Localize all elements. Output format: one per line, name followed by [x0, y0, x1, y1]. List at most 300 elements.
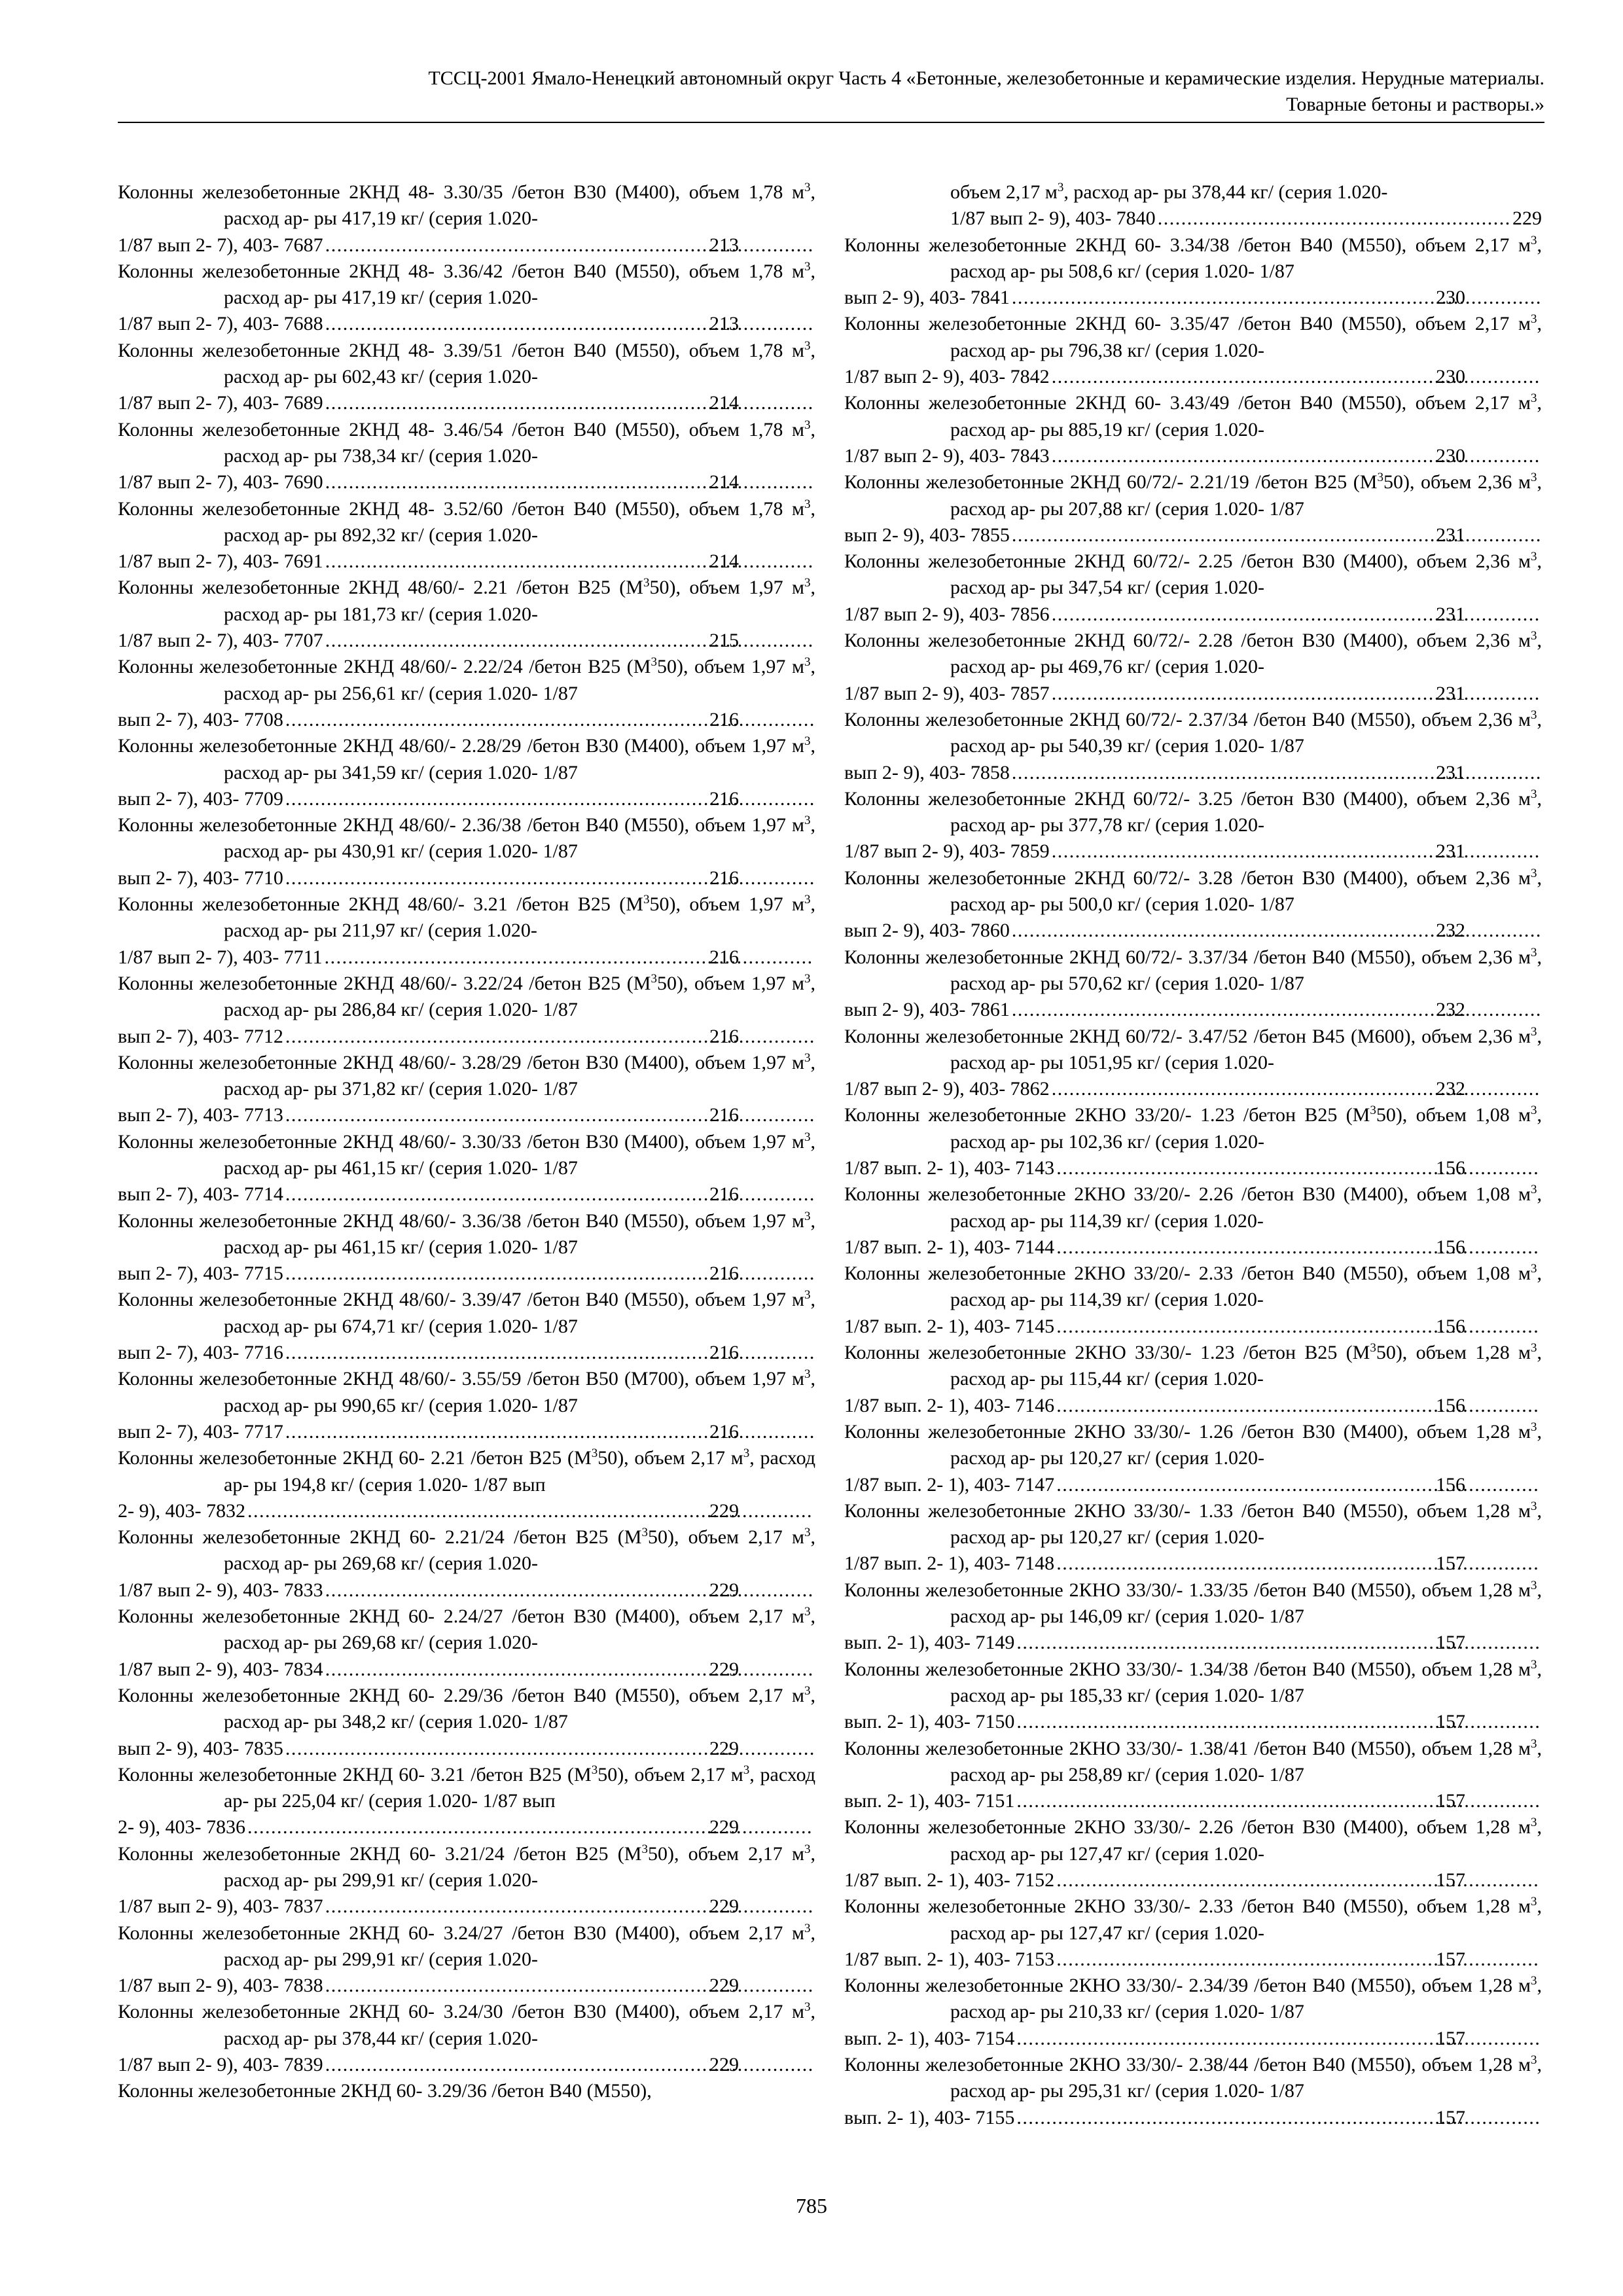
superscript: 3 [804, 338, 811, 353]
superscript: 3 [1531, 1024, 1537, 1039]
entry-text: , расход ар- ры 299,91 кг/ (серия 1.020- [224, 1842, 815, 1891]
dot-leader [325, 1893, 813, 1920]
entry-code: 1/87 вып. 2- 1), 403- 7144 [844, 1236, 1055, 1258]
index-entry [118, 1762, 815, 1841]
index-entry [118, 1366, 815, 1445]
dot-leader [1056, 1867, 1540, 1893]
superscript: 3 [804, 971, 811, 986]
superscript: 3 [804, 1683, 811, 1698]
entry-text: Колонны железобетонные 2КНД 60- 2.24/27 /бетон В30 (М400), объем 2,17 м [118, 1605, 804, 1628]
superscript: 3 [1531, 233, 1537, 247]
entry-text: Колонны железобетонные 2КНД 48- 3.30/35 /бетон В30 (М400), объем 1,78 м [118, 181, 804, 203]
entry-code: 1/87 вып. 2- 1), 403- 7147 [844, 1473, 1055, 1496]
entry-text: Колонны железобетонные 2КНД 48/60/- 3.55/59 /бетон В50 (М700), объем 1,97 м [118, 1368, 804, 1390]
index-entry [118, 971, 815, 1050]
entry-last-line: 1/87 вып. 2- 1), 403- 7145 . . . 156 [950, 1314, 1542, 1340]
superscript: 3 [1370, 1341, 1376, 1355]
entry-last-line: 1/87 вып. 2- 1), 403- 7146 . . . 156 [950, 1393, 1542, 1419]
dot-leader [1052, 443, 1540, 469]
entry-code: вып 2- 7), 403- 7713 [118, 1104, 283, 1126]
superscript: 3 [1531, 1657, 1537, 1672]
entry-text: , расход ар- ры 286,84 кг/ (серия 1.020- 1/87 [224, 972, 815, 1021]
entry-text: Колонны железобетонные 2КНД 60- 3.29/36 /бетон В40 (М550), [118, 2080, 652, 2102]
entry-text: Колонны железобетонные 2КНО 33/30/- 1.38/41 /бетон В40 (М550), объем 1,28 м [844, 1737, 1531, 1759]
entry-last-line: 1/87 вып 2- 7), 403- 7707 . . . 215 [224, 628, 815, 654]
entry-code: 1/87 вып 2- 9), 403- 7862 [844, 1078, 1050, 1100]
index-entry [844, 1419, 1542, 1498]
entry-last-line: вып 2- 7), 403- 7709 . . . 216 [224, 786, 815, 812]
index-entry [844, 786, 1542, 865]
index-entry [118, 496, 815, 575]
entry-text: , расход ар- ры 299,91 кг/ (серия 1.020- [224, 1922, 815, 1970]
entry-code: вып. 2- 1), 403- 7151 [844, 1790, 1015, 1812]
entry-text: , расход ар- ры 378,44 кг/ (серия 1.020- [224, 2001, 815, 2049]
index-entry [844, 865, 1542, 944]
entry-last-line: 2- 9), 403- 7836 . . . 229 [224, 1814, 815, 1840]
entry-last-line: 1/87 вып 2- 9), 403- 7838 . . . 229 [224, 1973, 815, 1999]
entry-last-line: 1/87 вып. 2- 1), 403- 7147 . . . 156 [950, 1472, 1542, 1498]
entry-text: , расход ар- ры 430,91 кг/ (серия 1.020- 1/87 [224, 814, 815, 863]
superscript: 3 [1531, 1420, 1537, 1434]
entry-text: Колонны железобетонные 2КНО 33/30/- 1.34/38 /бетон В40 (М550), объем 1,28 м [844, 1658, 1531, 1680]
entry-text: , расход ар- ры 120,27 кг/ (серия 1.020- [950, 1420, 1542, 1469]
dot-leader [325, 1577, 813, 1604]
entry-last-line: вып 2- 7), 403- 7714 . . . 216 [224, 1181, 815, 1208]
entry-text: , расход ар- ры 461,15 кг/ (серия 1.020- 1/87 [224, 1130, 815, 1179]
entry-code: 1/87 вып 2- 7), 403- 7711 [118, 946, 323, 968]
superscript: 3 [804, 181, 811, 194]
entry-last-line: 1/87 вып 2- 7), 403- 7690 . . . 214 [224, 469, 815, 495]
entry-text: Колонны железобетонные 2КНД 60- 3.34/38 /бетон В40 (М550), объем 2,17 м [844, 234, 1531, 256]
entry-code: 1/87 вып 2- 9), 403- 7834 [118, 1658, 323, 1680]
superscript: 3 [1531, 866, 1537, 880]
entry-last-line: вып. 2- 1), 403- 7151 . . . 157 [950, 1788, 1542, 1814]
entry-text: , расход ар- ры 181,73 кг/ (серия 1.020- [224, 577, 815, 625]
entry-text: , расход ар- ры 194,8 кг/ (серия 1.020- 1/87 вып [224, 1447, 815, 1496]
superscript: 3 [804, 734, 811, 749]
entry-text: , расход ар- ры 570,62 кг/ (серия 1.020- 1/87 [950, 946, 1542, 994]
entry-last-line: вып. 2- 1), 403- 7149 . . . 157 [950, 1630, 1542, 1656]
entry-text: , расход ар- ры 371,82 кг/ (серия 1.020- 1/87 [224, 1051, 815, 1100]
entry-text: Колонны железобетонные 2КНО 33/30/- 2.34/39 /бетон В40 (М550), объем 1,28 м [844, 1975, 1531, 1997]
entry-text: Колонны железобетонные 2КНО 33/30/- 2.26 /бетон В30 (М400), объем 1,28 м [844, 1816, 1531, 1839]
entry-text: Колонны железобетонные 2КНД 48- 3.52/60 /бетон В40 (М550), объем 1,78 м [118, 497, 804, 520]
entry-text: , расход ар- ры 146,09 кг/ (серия 1.020- 1/87 [950, 1579, 1542, 1628]
entry-last-line: 1/87 вып 2- 9), 403- 7833 . . . 229 [224, 1577, 815, 1604]
superscript: 3 [804, 259, 811, 274]
entry-text: Колонны железобетонные 2КНД 60/72/- 2.25 /бетон В30 (М400), объем 2,36 м [844, 550, 1531, 573]
superscript: 3 [1531, 708, 1537, 722]
entry-text: Колонны железобетонные 2КНД 48/60/- 2.21 /бетон В25 (М [118, 577, 643, 599]
superscript: 3 [804, 893, 811, 907]
entry-text: Колонны железобетонные 2КНД 48/60/- 2.28/29 /бетон В30 (М400), объем 1,97 м [118, 735, 804, 757]
superscript: 3 [743, 1763, 750, 1777]
index-entry [844, 179, 1542, 232]
entry-last-line: 1/87 вып 2- 9), 403- 7859 . . . 231 [950, 838, 1542, 865]
entry-last-line: 1/87 вып. 2- 1), 403- 7143 . . . 156 [950, 1155, 1542, 1181]
entry-code: вып 2- 7), 403- 7712 [118, 1025, 283, 1047]
dot-leader [1052, 838, 1540, 865]
entry-last-line: 1/87 вып. 2- 1), 403- 7153 . . . 157 [950, 1946, 1542, 1973]
entry-text: 50), объем 2,36 м [1383, 471, 1531, 493]
entry-code: 1/87 вып 2- 9), 403- 7856 [844, 603, 1050, 625]
entry-code: 2- 9), 403- 7836 [118, 1816, 245, 1839]
entry-code: 1/87 вып 2- 7), 403- 7707 [118, 630, 323, 652]
index-entry [118, 1129, 815, 1208]
entry-last-line: вып 2- 7), 403- 7710 . . . 216 [224, 865, 815, 891]
index-entry [118, 1208, 815, 1287]
entry-text: , расход ар- ры 347,54 кг/ (серия 1.020- [950, 550, 1542, 599]
dot-leader [1052, 1076, 1540, 1102]
entry-text: 50), объем 2,17 м [647, 1526, 804, 1549]
superscript: 3 [651, 971, 657, 986]
entry-code: 1/87 вып 2- 9), 403- 7839 [118, 2054, 323, 2076]
index-entry [844, 390, 1542, 469]
index-entry [118, 654, 815, 733]
index-entry [118, 179, 815, 259]
entry-text: Колонны железобетонные 2КНД 60- 2.21/24 /бетон В25 (М [118, 1526, 642, 1549]
entry-text: Колонны железобетонные 2КНД 60/72/- 2.21/19 /бетон В25 (М [844, 471, 1378, 493]
entry-code: 1/87 вып 2- 9), 403- 7842 [844, 366, 1050, 388]
superscript: 3 [804, 814, 811, 828]
index-entry [844, 1736, 1542, 1815]
entry-text: Колонны железобетонные 2КНД 60/72/- 3.28 /бетон В30 (М400), объем 2,36 м [844, 867, 1531, 889]
superscript: 3 [804, 655, 811, 670]
page-number: 785 [796, 2194, 827, 2217]
entry-text: , расход ар- ры 295,31 кг/ (серия 1.020- 1/87 [950, 2054, 1542, 2102]
index-entry [844, 1498, 1542, 1577]
entry-text: , расход ар- ры 378,44 кг/ (серия 1.020- [1063, 181, 1388, 203]
index-entry [118, 1445, 815, 1524]
dot-leader [1052, 601, 1540, 628]
dot-leader [1052, 364, 1540, 390]
entry-text: , расход ар- ры 417,19 кг/ (серия 1.020- [224, 260, 815, 309]
entry-text: , расход ар- ры 341,59 кг/ (серия 1.020- 1/87 [224, 735, 815, 783]
entry-text: Колонны железобетонные 2КНО 33/30/- 1.26 /бетон В30 (М400), объем 1,28 м [844, 1420, 1531, 1443]
index-entry [118, 2078, 815, 2104]
entry-code: вып. 2- 1), 403- 7149 [844, 1632, 1015, 1654]
left-column [118, 179, 815, 2105]
entry-last-line: 1/87 вып 2- 9), 403- 7856 . . . 231 [950, 601, 1542, 628]
superscript: 3 [651, 655, 657, 670]
entry-code: вып 2- 7), 403- 7714 [118, 1183, 283, 1206]
superscript: 3 [1057, 181, 1064, 194]
entry-code: 1/87 вып. 2- 1), 403- 7146 [844, 1394, 1055, 1416]
index-entry [118, 575, 815, 654]
index-entry [844, 1181, 1542, 1261]
entry-last-line: 1/87 вып 2- 9), 403- 7837 . . . 229 [224, 1893, 815, 1920]
index-entry [118, 1050, 815, 1129]
entry-text: , расход ар- ры 269,68 кг/ (серия 1.020- [224, 1605, 815, 1654]
entry-text: Колонны железобетонные 2КНД 60/72/- 3.37/34 /бетон В40 (М550), объем 2,36 м [844, 946, 1531, 968]
entry-code: вып 2- 7), 403- 7715 [118, 1263, 283, 1285]
entry-code: 2- 9), 403- 7832 [118, 1499, 245, 1522]
dot-leader [1056, 1314, 1540, 1340]
entry-code: 1/87 вып 2- 7), 403- 7689 [118, 392, 323, 414]
index-entry [844, 1261, 1542, 1340]
entry-code: 1/87 вып 2- 9), 403- 7859 [844, 840, 1050, 863]
entry-text: Колонны железобетонные 2КНД 48/60/- 3.22/24 /бетон В25 (М [118, 972, 651, 994]
entry-code: вып. 2- 1), 403- 7155 [844, 2106, 1015, 2128]
entry-text: 50), объем 2,17 м [597, 1763, 743, 1785]
entry-last-line: 1/87 вып. 2- 1), 403- 7152 . . . 157 [950, 1867, 1542, 1893]
superscript: 3 [804, 1050, 811, 1065]
entry-text: 50), объем 1,97 м [656, 656, 804, 678]
entry-last-line: вып 2- 7), 403- 7715 . . . 216 [224, 1261, 815, 1287]
index-entry [118, 812, 815, 891]
entry-text: , расход ар- ры 269,68 кг/ (серия 1.020- [224, 1526, 815, 1575]
entry-text: , расход ар- ры 885,19 кг/ (серия 1.020- [950, 392, 1542, 440]
index-entry [844, 1577, 1542, 1657]
index-entry [844, 707, 1542, 786]
index-entry [844, 628, 1542, 707]
index-entry [118, 891, 815, 971]
superscript: 3 [804, 1367, 811, 1382]
entry-text: объем 2,17 м [950, 181, 1058, 203]
entry-last-line: вып 2- 9), 403- 7861 . . . 232 [950, 997, 1542, 1023]
entry-text: Колонны железобетонные 2КНО 33/20/- 1.23 /бетон В25 (М [844, 1104, 1370, 1126]
index-entry [844, 1340, 1542, 1419]
superscript: 3 [1531, 1103, 1537, 1118]
entry-text: Колонны железобетонные 2КНД 60- 3.21/24 /бетон В25 (М [118, 1842, 642, 1865]
index-entry [118, 1287, 815, 1366]
entry-text: 50), объем 1,97 м [649, 893, 804, 916]
dot-leader [1056, 1155, 1540, 1181]
index-entry [844, 232, 1542, 312]
entry-text: , расход ар- ры 892,32 кг/ (серия 1.020- [224, 497, 815, 546]
superscript: 3 [804, 1921, 811, 1935]
superscript: 3 [743, 1446, 750, 1461]
index-entry [844, 944, 1542, 1024]
running-header [118, 65, 1544, 118]
superscript: 3 [1531, 1816, 1537, 1830]
superscript: 3 [804, 418, 811, 432]
entry-code: 1/87 вып 2- 7), 403- 7691 [118, 550, 323, 573]
entry-code: вып. 2- 1), 403- 7150 [844, 1711, 1015, 1733]
entry-text: Колонны железобетонные 2КНД 48/60/- 2.22/24 /бетон В25 (М [118, 656, 651, 678]
entry-code: вып 2- 9), 403- 7841 [844, 287, 1010, 309]
entry-text: , расход ар- ры 602,43 кг/ (серия 1.020- [224, 339, 815, 388]
entry-text: , расход ар- ры 461,15 кг/ (серия 1.020- 1/87 [224, 1210, 815, 1258]
entry-last-line: 1/87 вып 2- 9), 403- 7857 . . . 231 [950, 681, 1542, 707]
index-entry [118, 1999, 815, 2078]
superscript: 3 [804, 497, 811, 511]
entry-last-line: 1/87 вып 2- 7), 403- 7689 . . . 214 [224, 390, 815, 416]
entry-code: 1/87 вып 2- 7), 403- 7687 [118, 234, 323, 256]
entry-text: , расход ар- ры 115,44 кг/ (серия 1.020- [950, 1342, 1542, 1390]
index-entry [118, 1841, 815, 1920]
entry-text: , расход ар- ры 540,39 кг/ (серия 1.020- 1/87 [950, 708, 1542, 757]
superscript: 3 [804, 1842, 811, 1856]
superscript: 3 [643, 893, 650, 907]
entry-text: , расход ар- ры 127,47 кг/ (серия 1.020- [950, 1816, 1542, 1865]
superscript: 3 [804, 1288, 811, 1302]
entry-text: , расход ар- ры 210,33 кг/ (серия 1.020- 1/87 [950, 1975, 1542, 2023]
entry-text: 50), объем 1,97 м [649, 577, 804, 599]
superscript: 3 [1531, 1895, 1537, 1909]
index-entry [844, 2052, 1542, 2131]
entry-text: 50), объем 1,08 м [1376, 1104, 1531, 1126]
index-entry [118, 733, 815, 812]
entry-text: Колонны железобетонные 2КНД 60- 3.35/47 /бетон В40 (М550), объем 2,17 м [844, 313, 1531, 335]
entry-text: , расход ар- ры 127,47 кг/ (серия 1.020- [950, 1895, 1542, 1944]
entry-text: , расход ар- ры 120,27 кг/ (серия 1.020- [950, 1499, 1542, 1549]
entry-text: Колонны железобетонные 2КНД 48- 3.46/54 /бетон В40 (М550), объем 1,78 м [118, 418, 804, 440]
entry-code: вып 2- 7), 403- 7716 [118, 1342, 283, 1364]
entry-last-line: 1/87 вып 2- 9), 403- 7834 . . . 229 [224, 1657, 815, 1683]
dot-leader [325, 1657, 813, 1683]
entry-last-line: вып 2- 9), 403- 7841 . . . 230 [950, 285, 1542, 311]
entry-text: Колонны железобетонные 2КНД 60/72/- 3.47/52 /бетон В45 (М600), объем 2,36 м [844, 1025, 1531, 1047]
superscript: 3 [1531, 629, 1537, 643]
entry-text: , расход ар- ры 348,2 кг/ (серия 1.020- 1/87 [224, 1684, 815, 1733]
entry-last-line: вып. 2- 1), 403- 7154 . . . 157 [950, 2026, 1542, 2052]
superscript: 3 [643, 576, 650, 590]
entry-last-line: 1/87 вып. 2- 1), 403- 7148 . . . 157 [950, 1551, 1542, 1577]
superscript: 3 [804, 1605, 811, 1619]
superscript: 3 [804, 1526, 811, 1540]
superscript: 3 [804, 2000, 811, 2015]
entry-text: , расход ар- ры 469,76 кг/ (серия 1.020- [950, 630, 1542, 678]
entry-code: вып 2- 9), 403- 7860 [844, 920, 1010, 942]
entry-code: вып. 2- 1), 403- 7154 [844, 2027, 1015, 2049]
entry-text: , расход ар- ры 377,78 кг/ (серия 1.020- [950, 787, 1542, 836]
index-entry [118, 259, 815, 338]
index-entry [118, 417, 815, 496]
entry-last-line: вып 2- 9), 403- 7860 . . . 232 [950, 918, 1542, 944]
entry-last-line: 1/87 вып 2- 7), 403- 7711 . . . 216 [224, 944, 815, 971]
entry-code: 1/87 вып. 2- 1), 403- 7153 [844, 1948, 1055, 1970]
entry-last-line: 1/87 вып 2- 9), 403- 7842 . . . 230 [950, 364, 1542, 390]
dot-leader [325, 548, 813, 575]
dot-leader [325, 469, 813, 495]
superscript: 3 [804, 1209, 811, 1223]
entry-page: 229 [1512, 207, 1542, 230]
dot-leader [1052, 681, 1540, 707]
entry-text: Колонны железобетонные 2КНД 60/72/- 2.37/34 /бетон В40 (М550), объем 2,36 м [844, 708, 1531, 730]
entry-text: , расход ар- ры 225,04 кг/ (серия 1.020- 1/87 вып [224, 1763, 815, 1812]
entry-last-line: вып 2- 7), 403- 7708 . . . 216 [224, 707, 815, 733]
superscript: 3 [1531, 1499, 1537, 1513]
entry-text: , расход ар- ры 738,34 кг/ (серия 1.020- [224, 418, 815, 467]
entry-code: вып 2- 9), 403- 7861 [844, 999, 1010, 1021]
entry-text: , расход ар- ры 674,71 кг/ (серия 1.020- 1/87 [224, 1289, 815, 1337]
index-entry [844, 1024, 1542, 1103]
entry-text: 50), объем 2,17 м [647, 1842, 804, 1865]
index-entry [844, 1657, 1542, 1736]
superscript: 3 [1531, 391, 1537, 406]
entry-text: Колонны железобетонные 2КНД 48/60/- 2.36/38 /бетон В40 (М550), объем 1,97 м [118, 814, 804, 836]
superscript: 3 [1531, 1578, 1537, 1592]
index-entry [844, 469, 1542, 548]
dot-leader [1056, 1551, 1540, 1577]
dot-leader [1056, 1946, 1540, 1973]
superscript: 3 [1531, 1341, 1537, 1355]
entry-last-line: 1/87 вып 2- 9), 403- 7839 . . . 229 [224, 2052, 815, 2078]
entry-text: Колонны железобетонные 2КНД 60- 3.21 /бетон В25 (М [118, 1763, 592, 1785]
entry-last-line: вып 2- 7), 403- 7716 . . . 216 [224, 1340, 815, 1366]
entry-text: , расход ар- ры 102,36 кг/ (серия 1.020- [950, 1104, 1542, 1153]
header-line-2: Товарные бетоны и растворы.» [1286, 94, 1544, 115]
entry-code: 1/87 вып 2- 7), 403- 7690 [118, 471, 323, 493]
superscript: 3 [641, 1842, 648, 1856]
dot-leader [325, 390, 813, 416]
superscript: 3 [1370, 1103, 1376, 1118]
dot-leader [325, 944, 813, 971]
entry-code: 1/87 вып. 2- 1), 403- 7152 [844, 1869, 1055, 1891]
entry-text: , расход ар- ры 256,61 кг/ (серия 1.020- 1/87 [224, 656, 815, 704]
entry-last-line: вып 2- 9), 403- 7835 . . . 229 [224, 1736, 815, 1762]
entry-text: , расход ар- ры 990,65 кг/ (серия 1.020- 1/87 [224, 1368, 815, 1416]
dot-leader [1158, 206, 1510, 232]
right-column [844, 179, 1542, 2131]
entry-code: вып 2- 7), 403- 7708 [118, 708, 283, 730]
index-entry [844, 548, 1542, 628]
entry-text: Колонны железобетонные 2КНД 48- 3.39/51 /бетон В40 (М550), объем 1,78 м [118, 339, 804, 361]
entry-text: Колонны железобетонные 2КНО 33/20/- 2.33 /бетон В40 (М550), объем 1,08 м [844, 1263, 1531, 1285]
index-entry [844, 1973, 1542, 2052]
index-entry [844, 1893, 1542, 1973]
superscript: 3 [1531, 1183, 1537, 1197]
superscript: 3 [1531, 550, 1537, 564]
entry-code: 1/87 вып 2- 9), 403- 7833 [118, 1579, 323, 1601]
dot-leader [325, 2052, 813, 2078]
index-entry [118, 338, 815, 417]
superscript: 3 [1531, 945, 1537, 960]
entry-text: Колонны железобетонные 2КНО 33/30/- 1.33 /бетон В40 (М550), объем 1,28 м [844, 1499, 1531, 1522]
entry-text: 50), объем 1,28 м [1376, 1342, 1531, 1364]
entry-text: Колонны железобетонные 2КНД 60- 3.24/27 /бетон В30 (М400), объем 2,17 м [118, 1922, 804, 1944]
entry-code: вып 2- 9), 403- 7855 [844, 524, 1010, 546]
index-entry [118, 1920, 815, 2000]
superscript: 3 [1531, 1736, 1537, 1751]
entry-text: , расход ар- ры 185,33 кг/ (серия 1.020- 1/87 [950, 1658, 1542, 1706]
entry-code: 1/87 вып 2- 9), 403- 7843 [844, 444, 1050, 467]
entry-code: 1/87 вып. 2- 1), 403- 7148 [844, 1552, 1055, 1575]
entry-text: , расход ар- ры 1051,95 кг/ (серия 1.020- [950, 1025, 1542, 1073]
entry-last-line: 1/87 вып 2- 7), 403- 7691 . . . 214 [224, 548, 815, 575]
entry-text: Колонны железобетонные 2КНД 48/60/- 3.21 /бетон В25 (М [118, 893, 643, 916]
entry-text: Колонны железобетонные 2КНД 60/72/- 3.25 /бетон В30 (М400), объем 2,36 м [844, 787, 1531, 810]
entry-code: вып 2- 9), 403- 7858 [844, 761, 1010, 783]
dot-leader [325, 628, 813, 654]
index-entry [844, 311, 1542, 390]
entry-code: 1/87 вып 2- 9), 403- 7840 [950, 207, 1156, 230]
superscript: 3 [641, 1526, 648, 1540]
entry-text: , расход ар- ры 508,6 кг/ (серия 1.020- 1/87 [950, 234, 1542, 282]
dot-leader [325, 311, 813, 337]
entry-text: Колонны железобетонные 2КНД 48- 3.36/42 /бетон В40 (М550), объем 1,78 м [118, 260, 804, 282]
entry-text: Колонны железобетонные 2КНО 33/30/- 1.33/35 /бетон В40 (М550), объем 1,28 м [844, 1579, 1531, 1601]
entry-last-line: вып 2- 9), 403- 7855 . . . 231 [950, 522, 1542, 548]
entry-code: 1/87 вып 2- 9), 403- 7857 [844, 682, 1050, 704]
header-rule [118, 122, 1544, 123]
dot-leader [325, 1973, 813, 1999]
superscript: 3 [591, 1763, 598, 1777]
dot-leader [1056, 1234, 1540, 1261]
entry-text: , расход ар- ры 114,39 кг/ (серия 1.020- [950, 1183, 1542, 1232]
entry-code: вып 2- 7), 403- 7717 [118, 1420, 283, 1443]
entry-text: , расход ар- ры 796,38 кг/ (серия 1.020- [950, 313, 1542, 361]
entry-text: , расход ар- ры 114,39 кг/ (серия 1.020- [950, 1263, 1542, 1311]
entry-last-line: 1/87 вып 2- 9), 403- 7843 . . . 230 [950, 443, 1542, 469]
entry-text: Колонны железобетонные 2КНД 60- 3.43/49 /бетон В40 (М550), объем 2,17 м [844, 392, 1531, 414]
entry-code: вып 2- 9), 403- 7835 [118, 1737, 283, 1759]
index-entry [118, 1604, 815, 1683]
entry-code: вып 2- 7), 403- 7710 [118, 867, 283, 889]
superscript: 3 [1377, 471, 1383, 485]
superscript: 3 [1531, 2053, 1537, 2068]
